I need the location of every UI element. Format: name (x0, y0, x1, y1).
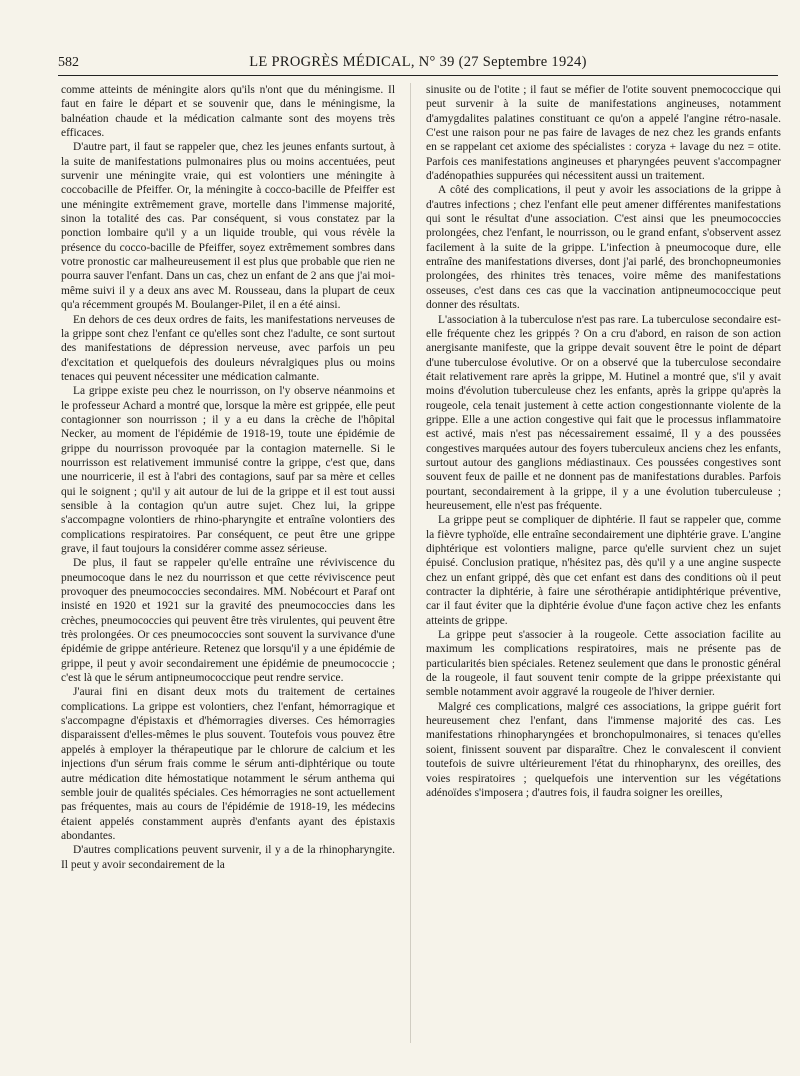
running-header (58, 53, 778, 75)
paragraph: D'autres complications peuvent survenir, il y a de la rhinopharyngite. Il peut y avoir secondairement de la (61, 844, 395, 871)
paragraph: Malgré ces complications, malgré ces associations, la grippe guérit fort heureusement chez l'enfant, dans l'immense majorité des cas. Les manifestations rhinopharyngées et bronchopulmonaires, si tenaces qu'elles soient, finissent souvent par disparaître. Chez le convalescent il convient toutefois de suivre ultérieurement l'état du rhinopharynx, des oreilles, des voies respiratoires ; quelquefois une intervention sur les végétations adénoïdes s'imposera ; d'autres fois, il faudra soigner les oreilles, (426, 700, 781, 799)
paragraph: De plus, il faut se rappeler qu'elle entraîne une réviviscence du pneumocoque dans le nez du nourrisson et que cette réviviscence peut provoquer des pneumococcies secondaires. MM. Nobécourt et Paraf ont insisté en 1920 et 1921 sur la gravité des pneumococcies dans les crèches, pneumococcies qui peuvent être très virulentes, qui peuvent être très prolongées. Or ces pneumococcies sont souvent la survivance d'une épidémie de grippe antérieure. Retenez que lorsqu'il y a une épidémie de grippe, il peut y avoir secondairement une épidémie de pneumococcie ; c'est là que le sérum antipneumococcique peut rendre service. (61, 557, 395, 685)
paragraph: La grippe peut se compliquer de diphtérie. Il faut se rappeler que, comme la fièvre typhoïde, elle entraîne secondairement une diphtérie grave. L'angine diphtérique est volontiers maligne, parce qu'elle survient chez un sujet épuisé. Conclusion pratique, n'hésitez pas, dès qu'il y a une angine suspecte chez un enfant grippé, dès que cet enfant est dans des conditions où il peut contracter la diphtérie, à faire une sérothérapie antidiphtérique préventive, car il faut éviter que la diphtérie évolue d'une façon active chez les enfants atteints de grippe. (426, 514, 781, 627)
paragraph: D'autre part, il faut se rappeler que, chez les jeunes enfants surtout, à la suite de manifestations pulmonaires plus ou moins accentuées, peut survenir une méningite vraie, qui est volontiers une méningite à coccobacille de Pfeiffer. Or, la méningite à cocco-bacille de Pfeiffer est une méningite extrêmement grave, mortelle dans l'immense majorité, sinon la totalité des cas. Par conséquent, si vous constatez par la ponction lombaire qu'il y a un liquide trouble, qui vous révèle la présence du cocco-bacille de Pfeiffer, soyez extrêmement sombres dans votre pronostic car malheureusement il est plus que probable que rien ne pourra sauver l'enfant. Dans un cas, chez un enfant de 2 ans que j'ai moi-même suivi il y a deux ans avec M. Rousseau, dans la plupart de ceux qu'a récemment groupés M. Boulanger-Pilet, il en a été ainsi. (61, 141, 395, 312)
running-title: LE PROGRÈS MÉDICAL, N° 39 (27 Septembre 1924) (249, 54, 587, 70)
paragraph: J'aurai fini en disant deux mots du traitement de certaines complications. La grippe est volontiers, chez l'enfant, hémorragique et s'accompagne d'épistaxis et d'hémorragies diverses. Ces hémorragies disparaissent d'elles-mêmes le plus souvent. Toutefois vous pouvez être appelés à employer la thérapeutique par le chlorure de calcium et les injections d'un sérum frais comme le sérum anti-diphtérique ou toute autre médication dite hémostatique notamment le sérum anthema qui semble jouir de qualités spéciales. Ces hémorragies ne sont actuellement pas fréquentes, mais au cours de l'épidémie de 1918-19, les médecins étaient appelés constamment auprès d'enfants ayant des épistaxis abondantes. (61, 686, 395, 842)
left-column (61, 83, 395, 1041)
column-divider (410, 83, 411, 1043)
paragraph: A côté des complications, il peut y avoir les associations de la grippe à d'autres infections ; chez l'enfant elle peut amener différentes manifestations qui sont le résultat d'une association. C'est ainsi que les pneumococcies prolongées, chez l'enfant, le nourrisson, ou le grand enfant, s'observent assez facilement à la suite de la grippe. L'infection à pneumocoque dure, elle entraîne des manifestations diverses, dont j'ai parlé, des bronchopneumonies prolongées, des rhinites très tenaces, voire même des manifestations osseuses, c'est dans ces cas que la vaccination antipneumococcique peut donner des résultats. (426, 184, 781, 312)
paragraph: sinusite ou de l'otite ; il faut se méfier de l'otite souvent pnemococcique qui peut survenir à la suite de manifestations angineuses, notamment d'amygdalites palatines constituant ce qu'on a appelé l'angine rétro-nasale. C'est une raison pour ne pas faire de lavages de nez chez les grands enfants en se rappelant cet axiome des spécialistes : coryza + lavage du nez = otite. Parfois ces manifestations angineuses et pharyngées peuvent s'accompagner d'adénopathies suppurées qui nécessitent aussi un traitement. (426, 84, 781, 183)
paragraph: L'association à la tuberculose n'est pas rare. La tuberculose secondaire est-elle fréquente chez les grippés ? On a cru d'abord, en raison de son action anergisante manifeste, que la grippe devait souvent être le point de départ d'une tuberculose évolutive. Or on a observé que la tuberculose secondaire était relativement rare après la grippe, M. Hutinel a montré que, s'il y avait moins d'évolution tuberculeuse chez les enfants, après la grippe qu'après la rougeole, cela tenait justement à cette action congestionnante violente de la grippe. Elle a une action congestive qui fait que le processus inflammatoire est activé, mais n'est pas nécessairement essaimé, Il y a des poussées congestives marquées autour des foyers tuberculeux anciens chez les enfants, surtout autour des ganglions médiastinaux. Ces poussées congestives sont souvent feux de paille et ne donnent pas de manifestations durables. Parfois pourtant, secondairement à la grippe, il y a une évolution tuberculeuse ; heureusement, elle n'est pas fréquente. (426, 313, 781, 512)
page-number: 582 (58, 55, 79, 70)
paragraph: La grippe peut s'associer à la rougeole. Cette association facilite au maximum les complications respiratoires, mais ne présente pas de particularités bien spéciales. Retenez seulement que dans le pronostic général de la rougeole, il faut souvent tenir compte de la grippe préexistante qui semble notamment avoir aggravé la rougeole de l'hiver dernier. (426, 629, 781, 699)
paragraph: comme atteints de méningite alors qu'ils n'ont que du méningisme. Il faut en faire le départ et se souvenir que, dans le méningisme, la balnéation chaude et la médication calmante sont des moyens très efficaces. (61, 84, 395, 140)
header-rule (58, 75, 778, 76)
paragraph: En dehors de ces deux ordres de faits, les manifestations nerveuses de la grippe sont chez l'enfant ce qu'elles sont chez l'adulte, ce sont surtout des manifestations de dépression nerveuse, avec parfois un peu d'excitation et quelquefois des douleurs névralgiques plus ou moins tenaces qui peuvent nécessiter une médication calmante. (61, 313, 395, 383)
paragraph: La grippe existe peu chez le nourrisson, on l'y observe néanmoins et le professeur Achard a montré que, lorsque la mère est grippée, elle peut contagionner son nourrisson ; il y a eu dans la crèche de l'hôpital Necker, au moment de l'épidémie de 1918-19, toute une épidémie de grippe du nourrisson provoquée par la contagion maternelle. Si le nourrisson est relativement immunisé contre la grippe, c'est que, dans une nourricerie, il est à l'abri des contagions, sauf par sa mère et celles qui le soignent ; qu'il y ait autour de lui de la grippe et il est tout aussi sensible à la contagion qu'un autre sujet. Chez lui, la grippe s'accompagne volontiers de rhino-pharyngite et entraîne volontiers des complications respiratoires. Par conséquent, ce peut être une grippe grave, il faut toujours la considérer comme assez sérieuse. (61, 385, 395, 555)
right-column (426, 83, 781, 1041)
